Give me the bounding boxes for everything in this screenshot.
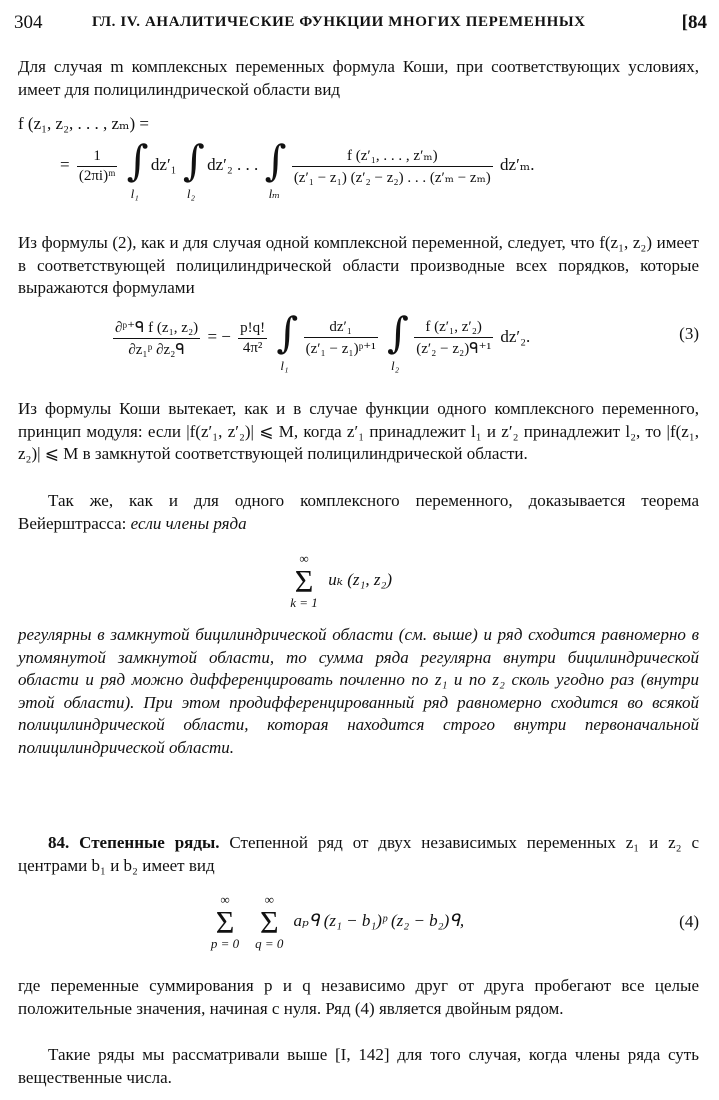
chapter-title: ГЛ. IV. АНАЛИТИЧЕСКИЕ ФУНКЦИИ МНОГИХ ПЕРЕМЕННЫХ	[92, 14, 586, 30]
paragraph-double-series: где переменные суммирования p и q независимо друг от друга пробегают все целые положительные значения, начиная с нуля. Ряд (4) является двойным рядом.	[18, 976, 699, 1018]
series-formula	[284, 552, 392, 610]
weierstrass-italic: если члены ряда	[130, 513, 247, 533]
sum-upper-limit: ∞	[220, 892, 230, 907]
paragraph-derivatives: Из формулы (2), как и для случая одной комплексной переменной, следует, что f(z₁, z₂) имеет в соответствующей полицилиндрической области производные всех порядков, которые выражаются формулами	[18, 233, 699, 297]
cauchy-formula-lhs: f (z₁, z₂, . . . , zₘ) =	[18, 114, 149, 133]
integral-limit-l2: l₂	[186, 186, 195, 201]
summation-sign-p: ∞ Σ p = 0	[205, 893, 245, 951]
integral-sign-1: ∫ l₁	[276, 308, 299, 373]
fraction-denominator: (z′₁ − z₁)ᵖ⁺¹	[305, 340, 376, 357]
power-series-intro: Степенной ряд от двух независимых переменных z₁ и z₂ с центрами b₁ и b₂ имеет вид	[18, 833, 699, 875]
coef-denominator: (2πi)ᵐ	[78, 167, 116, 184]
paragraph-maximum-principle: Из формулы Коши вытекает, как и в случае функции одного комплексного переменного, принцип модуля: если |f(z′₁, z′₂)| ⩽ M, когда z′₁ принадлежит l₁ и z′₂ принадлежит l₂, то |f(z₁, z₂)| ⩽ M в замкнутой соответствующей полицилиндрической области.	[18, 399, 699, 463]
sum-upper-limit: ∞	[264, 892, 274, 907]
coef-numerator: p!q!	[238, 320, 267, 339]
paragraph-real-case: Такие ряды мы рассматривали выше [I, 142] для того случая, когда члены ряда суть вещественные числа.	[18, 1045, 699, 1087]
differential-1: dz′₁	[150, 154, 177, 174]
summation-sign: ∞ Σ k = 1	[284, 552, 324, 610]
derivative-lhs	[113, 318, 200, 359]
paragraph-cauchy-intro: Для случая m комплексных переменных формула Коши, при соответствующих условиях, имеет для полицилиндрической области вид	[18, 57, 699, 99]
weierstrass-text: Так же, как и для одного комплексного переменного, доказывается теорема Вейерштрасса:	[18, 491, 699, 533]
coef-denominator: 4π²	[242, 339, 263, 356]
fraction-denominator: (z′₂ − z₂)ᑫ⁺¹	[416, 340, 492, 357]
derivative-fraction-1	[304, 319, 378, 358]
differential-2: dz′₂.	[500, 326, 531, 346]
cauchy-formula	[60, 136, 535, 201]
integral-limit-l2: l₂	[390, 358, 400, 373]
summation-sign-q: ∞ Σ q = 0	[249, 893, 289, 951]
section-heading: 84. Степенные ряды.	[48, 833, 220, 852]
power-series-formula	[205, 893, 464, 951]
kernel-numerator: f (z′₁, . . . , z′ₘ)	[292, 146, 493, 167]
differential-2: dz′₂ . . .	[207, 154, 259, 174]
derivative-formula	[110, 308, 531, 373]
differential-m: dz′ₘ.	[500, 154, 535, 174]
cauchy-coefficient	[77, 148, 118, 185]
equals-minus: = −	[207, 326, 231, 346]
sum-lower-limit: p = 0	[210, 936, 240, 951]
cauchy-kernel	[292, 146, 493, 187]
coef-numerator: 1	[77, 148, 118, 167]
paragraph-weierstrass-theorem: регулярны в замкнутой бицилиндрической области (см. выше) и ряд сходится равномерно в упомянутой замкнутой области, то сумма ряда регулярна внутри бицилиндрической области и ряд можно дифференцировать почленно по z₁ и по z₂ сколь угодно раз (внутри этой области). При этом продифференцированный ряд равномерно сходится во всякой полицилиндрической области, которая находится строго внутри первоначальной полицилиндрической области.	[18, 625, 699, 757]
paragraph-power-series	[18, 832, 699, 877]
fraction-numerator: f (z′₁, z′₂)	[414, 319, 493, 338]
integral-limit-l1: l₁	[280, 358, 289, 373]
derivative-numerator: ∂ᵖ⁺ᑫ f (z₁, z₂)	[113, 318, 200, 339]
equation-number-3: (3)	[679, 324, 699, 343]
kernel-denominator: (z′₁ − z₁) (z′₂ − z₂) . . . (z′ₘ − zₘ)	[293, 169, 491, 186]
running-header	[14, 8, 707, 38]
paragraph-weierstrass	[18, 490, 699, 535]
derivative-denominator: ∂z₁ᵖ ∂z₂ᑫ	[128, 341, 185, 358]
integral-sign-m: ∫ lₘ	[264, 136, 287, 201]
integral-sign-2: ∫ l₂	[386, 308, 409, 373]
series-term: uₖ (z₁, z₂)	[328, 569, 393, 589]
equals-sign: =	[60, 154, 70, 174]
integral-limit-l1: l₁	[130, 186, 139, 201]
sum-lower-limit: q = 0	[255, 936, 284, 951]
derivative-fraction-2	[414, 319, 493, 358]
fraction-numerator: dz′₁	[304, 319, 378, 338]
integral-limit-lm: lₘ	[268, 186, 281, 201]
sum-upper-limit: ∞	[299, 551, 309, 566]
sum-lower-limit: k = 1	[290, 595, 318, 610]
equation-number-4: (4)	[679, 912, 699, 931]
integral-sign-1: ∫ l₁	[126, 136, 149, 201]
derivative-coefficient	[238, 320, 267, 357]
integral-sign-2: ∫ l₂	[182, 136, 205, 201]
page-number: 304	[14, 12, 43, 33]
section-marker: [84	[681, 12, 707, 33]
power-series-term: aₚᑫ (z₁ − b₁)ᵖ (z₂ − b₂)ᑫ,	[293, 910, 465, 930]
